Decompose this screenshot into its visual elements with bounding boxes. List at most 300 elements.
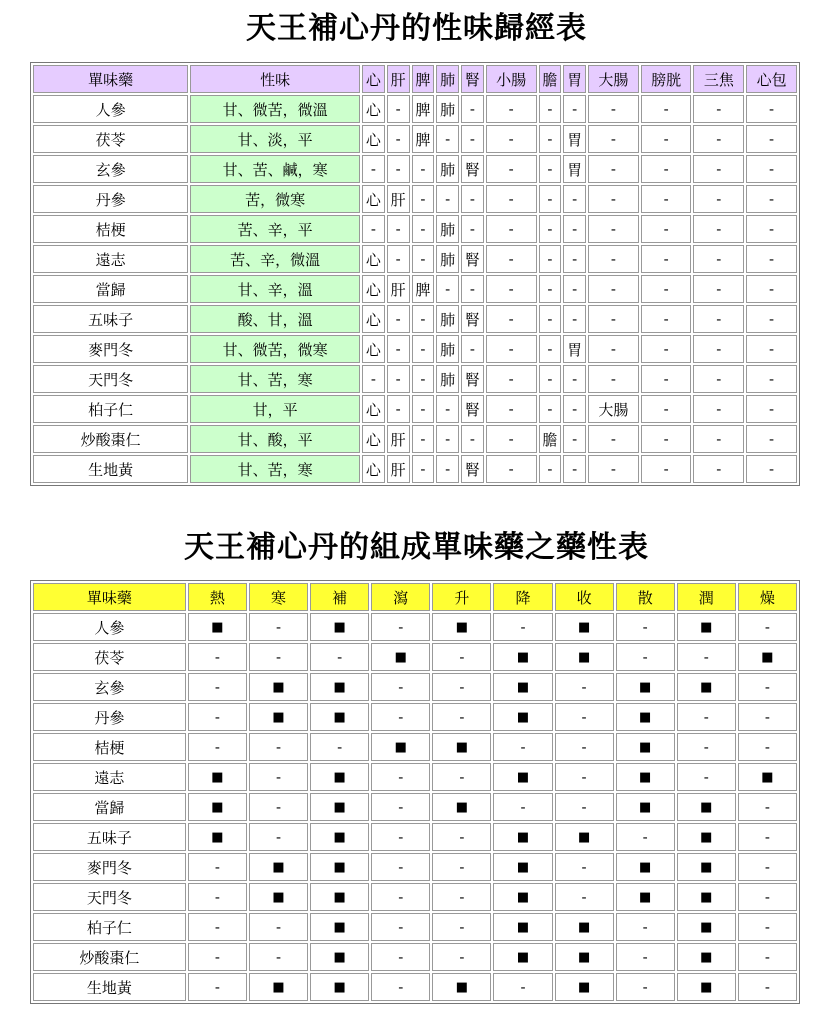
table-cell: - (641, 125, 692, 153)
table-cell: - (412, 335, 435, 363)
table-cell: - (249, 733, 308, 761)
table-cell: - (432, 673, 491, 701)
table-cell: - (412, 395, 435, 423)
table-row (33, 943, 797, 971)
table-cell: - (693, 155, 744, 183)
table-cell: ■ (493, 763, 552, 791)
property-table-title: 天王補心丹的組成單味藥之藥性表 (184, 530, 649, 565)
table-cell: ■ (677, 883, 736, 911)
table-cell: - (486, 335, 537, 363)
table-cell: ■ (493, 643, 552, 671)
table-cell: - (387, 335, 410, 363)
table-cell: 肺 (436, 335, 459, 363)
table-cell: - (616, 643, 675, 671)
herb-name-cell: 天門冬 (33, 883, 186, 911)
table-cell: - (693, 395, 744, 423)
table-cell: - (249, 943, 308, 971)
table-cell: ■ (310, 823, 369, 851)
flavor-property-cell: 甘、淡，平 (190, 125, 360, 153)
table-cell: - (641, 95, 692, 123)
table-cell: - (746, 335, 797, 363)
table-cell: - (412, 245, 435, 273)
table-cell: - (486, 155, 537, 183)
column-header: 大腸 (588, 65, 639, 93)
table-cell: - (616, 973, 675, 1001)
herb-name-cell: 生地黃 (33, 973, 186, 1001)
column-header: 燥 (738, 583, 797, 611)
table-cell: - (588, 455, 639, 483)
table-cell: - (436, 425, 459, 453)
flavor-property-cell: 酸、甘，溫 (190, 305, 360, 333)
table-cell: - (746, 365, 797, 393)
table-cell: - (746, 395, 797, 423)
table-cell: 脾 (412, 125, 435, 153)
table-cell: - (677, 643, 736, 671)
table-cell: ■ (738, 763, 797, 791)
column-header: 脾 (412, 65, 435, 93)
table-cell: - (746, 95, 797, 123)
table-cell: 心 (362, 455, 385, 483)
table-cell: - (693, 335, 744, 363)
table-cell: - (461, 425, 484, 453)
herb-name-cell: 遠志 (33, 763, 186, 791)
table-cell: - (641, 455, 692, 483)
flavor-property-cell: 甘、苦，寒 (190, 365, 360, 393)
table-cell: - (371, 673, 430, 701)
table-cell: 胃 (563, 335, 586, 363)
table-cell: - (693, 425, 744, 453)
herb-name-cell: 柏子仁 (33, 913, 186, 941)
table-cell: - (738, 823, 797, 851)
table-cell: - (432, 913, 491, 941)
table-cell: - (486, 395, 537, 423)
property-table-body (33, 613, 797, 1001)
table-cell: - (249, 763, 308, 791)
table-cell: 肺 (436, 245, 459, 273)
table-cell: 肝 (387, 185, 410, 213)
table-cell: - (493, 613, 552, 641)
table-cell: - (563, 185, 586, 213)
table-cell: 心 (362, 305, 385, 333)
table-cell: - (412, 455, 435, 483)
column-header: 心包 (746, 65, 797, 93)
table-cell: - (539, 125, 562, 153)
table-cell: 肺 (436, 215, 459, 243)
table-cell: - (563, 215, 586, 243)
table-cell: ■ (371, 643, 430, 671)
column-header: 散 (616, 583, 675, 611)
table-cell: - (371, 973, 430, 1001)
table-cell: ■ (310, 763, 369, 791)
table-cell: - (616, 823, 675, 851)
table-cell: - (188, 973, 247, 1001)
table-cell: - (188, 853, 247, 881)
column-header: 升 (432, 583, 491, 611)
flavor-property-cell: 苦、辛，微溫 (190, 245, 360, 273)
table-cell: - (693, 245, 744, 273)
table-cell: - (249, 913, 308, 941)
herb-name-cell: 炒酸棗仁 (33, 943, 186, 971)
table-cell: ■ (677, 943, 736, 971)
herb-name-cell: 柏子仁 (33, 395, 188, 423)
table-cell: - (738, 853, 797, 881)
table-cell: - (188, 733, 247, 761)
herb-name-cell: 桔梗 (33, 733, 186, 761)
table-row (33, 793, 797, 821)
table-cell: - (641, 245, 692, 273)
table-cell: ■ (616, 703, 675, 731)
table-cell: - (641, 335, 692, 363)
table-cell: - (387, 125, 410, 153)
table-cell: ■ (310, 673, 369, 701)
table-cell: - (693, 275, 744, 303)
table-cell: - (588, 365, 639, 393)
table-cell: - (432, 823, 491, 851)
table-cell: - (738, 883, 797, 911)
flavor-property-cell: 甘、苦、鹹，寒 (190, 155, 360, 183)
table-cell: - (387, 245, 410, 273)
table-cell: ■ (493, 703, 552, 731)
flavor-property-cell: 甘、酸，平 (190, 425, 360, 453)
table-cell: - (371, 943, 430, 971)
table-cell: ■ (677, 913, 736, 941)
table-cell: - (588, 245, 639, 273)
table-cell: - (188, 883, 247, 911)
table-cell: - (371, 793, 430, 821)
table-row (33, 215, 797, 243)
table-cell: - (641, 275, 692, 303)
herb-name-cell: 茯苓 (33, 125, 188, 153)
table-cell: - (746, 125, 797, 153)
table-cell: - (738, 973, 797, 1001)
herb-name-cell: 桔梗 (33, 215, 188, 243)
table-cell: - (371, 913, 430, 941)
flavor-property-cell: 甘、苦，寒 (190, 455, 360, 483)
herb-name-cell: 人參 (33, 95, 188, 123)
table-cell: - (387, 305, 410, 333)
column-header: 降 (493, 583, 552, 611)
table-cell: ■ (493, 913, 552, 941)
column-header: 胃 (563, 65, 586, 93)
table-cell: - (188, 913, 247, 941)
table-cell: - (563, 425, 586, 453)
table-row (33, 455, 797, 483)
table-cell: - (486, 185, 537, 213)
herb-name-cell: 人參 (33, 613, 186, 641)
table-cell: ■ (249, 673, 308, 701)
table-cell: - (461, 335, 484, 363)
table-cell: - (436, 455, 459, 483)
herb-name-cell: 五味子 (33, 305, 188, 333)
table-cell: - (738, 703, 797, 731)
table-cell: ■ (310, 613, 369, 641)
table-cell: - (738, 733, 797, 761)
herb-name-cell: 丹參 (33, 703, 186, 731)
table-cell: - (738, 613, 797, 641)
table-cell: 心 (362, 125, 385, 153)
table-cell: - (486, 125, 537, 153)
table-cell: ■ (249, 883, 308, 911)
table-cell: - (412, 155, 435, 183)
property-table-header (33, 583, 797, 611)
table-cell: - (486, 95, 537, 123)
table-cell: ■ (493, 823, 552, 851)
table-cell: 大腸 (588, 395, 639, 423)
table-cell: - (432, 643, 491, 671)
table-cell: - (461, 275, 484, 303)
property-table (30, 580, 800, 1004)
table-cell: - (432, 703, 491, 731)
table-cell: - (387, 395, 410, 423)
table-row (33, 155, 797, 183)
table-cell: - (588, 185, 639, 213)
table-cell: - (461, 125, 484, 153)
herb-name-cell: 玄參 (33, 155, 188, 183)
column-header: 單味藥 (33, 583, 186, 611)
table-cell: - (461, 185, 484, 213)
table-cell: ■ (616, 673, 675, 701)
table-cell: - (555, 763, 614, 791)
table-cell: - (371, 613, 430, 641)
table-cell: 心 (362, 335, 385, 363)
table-cell: ■ (310, 913, 369, 941)
table-cell: ■ (432, 793, 491, 821)
table-cell: 腎 (461, 365, 484, 393)
table-row (33, 883, 797, 911)
table-cell: - (555, 673, 614, 701)
table-cell: - (387, 215, 410, 243)
column-header: 寒 (249, 583, 308, 611)
table-cell: - (371, 883, 430, 911)
column-header: 瀉 (371, 583, 430, 611)
meridian-table (30, 62, 800, 486)
table-cell: ■ (188, 763, 247, 791)
table-cell: - (486, 425, 537, 453)
table-cell: - (641, 155, 692, 183)
table-cell: - (738, 913, 797, 941)
table-cell: - (486, 455, 537, 483)
table-cell: ■ (310, 793, 369, 821)
table-cell: ■ (432, 613, 491, 641)
flavor-property-cell: 甘，平 (190, 395, 360, 423)
herb-name-cell: 當歸 (33, 793, 186, 821)
table-cell: - (555, 793, 614, 821)
table-cell: - (249, 613, 308, 641)
table-cell: - (486, 215, 537, 243)
table-cell: - (746, 245, 797, 273)
table-cell: ■ (677, 793, 736, 821)
table-cell: - (371, 763, 430, 791)
table-cell: - (616, 943, 675, 971)
herb-name-cell: 炒酸棗仁 (33, 425, 188, 453)
table-cell: - (641, 215, 692, 243)
table-cell: - (588, 215, 639, 243)
table-cell: ■ (738, 643, 797, 671)
table-cell: - (539, 305, 562, 333)
table-cell: - (641, 305, 692, 333)
table-cell: 肝 (387, 455, 410, 483)
table-row (33, 763, 797, 791)
table-cell: - (249, 793, 308, 821)
table-cell: - (555, 703, 614, 731)
meridian-table-title: 天王補心丹的性味歸經表 (246, 11, 587, 46)
table-cell: - (693, 185, 744, 213)
table-cell: ■ (677, 853, 736, 881)
herb-name-cell: 天門冬 (33, 365, 188, 393)
table-row (33, 95, 797, 123)
column-header: 膀胱 (641, 65, 692, 93)
table-cell: - (412, 425, 435, 453)
table-row (33, 823, 797, 851)
table-cell: 胃 (563, 125, 586, 153)
table-cell: ■ (493, 883, 552, 911)
table-cell: - (412, 365, 435, 393)
herb-name-cell: 丹參 (33, 185, 188, 213)
table-cell: ■ (310, 703, 369, 731)
table-cell: - (188, 943, 247, 971)
column-header: 腎 (461, 65, 484, 93)
table-cell: - (539, 365, 562, 393)
table-cell: 腎 (461, 305, 484, 333)
flavor-property-cell: 苦，微寒 (190, 185, 360, 213)
column-header: 收 (555, 583, 614, 611)
table-cell: ■ (249, 853, 308, 881)
flavor-property-cell: 甘、微苦，微溫 (190, 95, 360, 123)
table-cell: 肝 (387, 275, 410, 303)
table-cell: ■ (616, 763, 675, 791)
table-cell: - (563, 245, 586, 273)
table-cell: - (436, 125, 459, 153)
herb-name-cell: 玄參 (33, 673, 186, 701)
table-cell: - (362, 155, 385, 183)
table-cell: - (461, 215, 484, 243)
column-header: 肝 (387, 65, 410, 93)
table-cell: - (746, 185, 797, 213)
table-cell: - (563, 365, 586, 393)
column-header: 熱 (188, 583, 247, 611)
herb-name-cell: 茯苓 (33, 643, 186, 671)
table-cell: - (387, 95, 410, 123)
table-cell: ■ (555, 913, 614, 941)
table-cell: - (387, 155, 410, 183)
table-cell: ■ (677, 613, 736, 641)
table-cell: ■ (493, 943, 552, 971)
table-row (33, 853, 797, 881)
table-cell: - (746, 275, 797, 303)
table-cell: - (412, 215, 435, 243)
table-cell: - (249, 823, 308, 851)
table-cell: - (563, 275, 586, 303)
table-cell: - (539, 95, 562, 123)
column-header: 性味 (190, 65, 360, 93)
table-row (33, 185, 797, 213)
table-cell: - (677, 703, 736, 731)
table-cell: - (555, 883, 614, 911)
table-row (33, 395, 797, 423)
column-header: 潤 (677, 583, 736, 611)
table-cell: 肺 (436, 155, 459, 183)
flavor-property-cell: 甘、辛，溫 (190, 275, 360, 303)
table-cell: - (641, 425, 692, 453)
table-row (33, 673, 797, 701)
table-cell: - (486, 305, 537, 333)
table-row (33, 425, 797, 453)
table-cell: - (539, 215, 562, 243)
table-cell: - (539, 245, 562, 273)
table-cell: - (188, 673, 247, 701)
table-cell: - (677, 763, 736, 791)
table-cell: - (746, 455, 797, 483)
table-cell: - (738, 673, 797, 701)
table-cell: ■ (249, 973, 308, 1001)
table-cell: - (310, 643, 369, 671)
table-cell: ■ (310, 943, 369, 971)
table-cell: ■ (677, 673, 736, 701)
table-cell: - (486, 275, 537, 303)
column-header: 膽 (539, 65, 562, 93)
table-cell: - (310, 733, 369, 761)
table-cell: ■ (555, 973, 614, 1001)
table-cell: ■ (371, 733, 430, 761)
table-cell: 心 (362, 95, 385, 123)
table-cell: - (188, 643, 247, 671)
table-cell: - (677, 733, 736, 761)
table-cell: ■ (555, 613, 614, 641)
column-header: 補 (310, 583, 369, 611)
column-header: 單味藥 (33, 65, 188, 93)
table-cell: - (412, 185, 435, 213)
table-cell: - (588, 335, 639, 363)
table-cell: - (371, 823, 430, 851)
table-cell: ■ (616, 883, 675, 911)
table-cell: - (387, 365, 410, 393)
table-cell: - (432, 883, 491, 911)
table-cell: - (461, 95, 484, 123)
table-cell: - (539, 275, 562, 303)
table-cell: - (432, 943, 491, 971)
table-cell: - (746, 215, 797, 243)
table-cell: - (486, 245, 537, 273)
table-cell: - (693, 95, 744, 123)
table-cell: - (432, 853, 491, 881)
table-cell: - (588, 95, 639, 123)
table-cell: - (693, 365, 744, 393)
table-cell: 腎 (461, 245, 484, 273)
table-cell: - (641, 395, 692, 423)
table-cell: ■ (555, 943, 614, 971)
table-cell: ■ (188, 793, 247, 821)
table-cell: 心 (362, 395, 385, 423)
table-cell: - (746, 305, 797, 333)
table-cell: - (693, 215, 744, 243)
table-cell: - (362, 215, 385, 243)
herb-name-cell: 五味子 (33, 823, 186, 851)
table-cell: ■ (310, 973, 369, 1001)
table-cell: ■ (677, 823, 736, 851)
table-cell: - (539, 335, 562, 363)
table-cell: - (188, 703, 247, 731)
table-cell: 心 (362, 275, 385, 303)
flavor-property-cell: 甘、微苦，微寒 (190, 335, 360, 363)
table-row (33, 703, 797, 731)
table-row (33, 613, 797, 641)
table-cell: ■ (249, 703, 308, 731)
table-cell: ■ (310, 883, 369, 911)
table-cell: - (616, 913, 675, 941)
table-cell: - (693, 455, 744, 483)
column-header: 三焦 (693, 65, 744, 93)
table-cell: - (588, 305, 639, 333)
